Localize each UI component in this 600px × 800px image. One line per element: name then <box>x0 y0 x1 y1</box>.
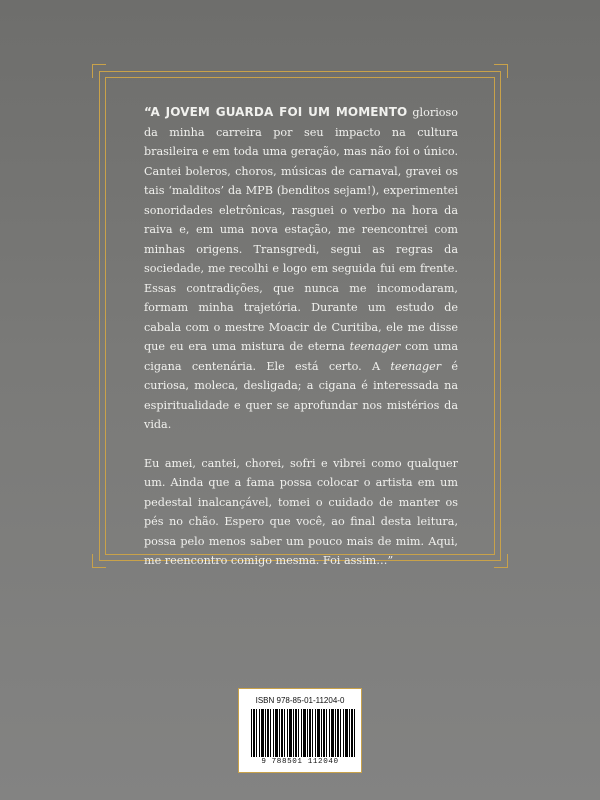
quote-text-part-c: é curiosa, moleca, desligada; a cigana é interessada na espiritualidade e quer se aprofundar nos mistérios da vida. <box>144 359 458 431</box>
back-cover-quote <box>144 103 458 571</box>
quote-lead-caps: “A JOVEM GUARDA FOI UM MOMENTO <box>144 105 408 119</box>
quote-paragraph-2: Eu amei, cantei, chorei, sofri e vibrei como qualquer um. Ainda que a fama possa colocar o artista em um pedestal inalcançável, tomei o cuidado de manter os pés no chão. Espero que você, ao final desta leitura, possa pelo menos saber um pouco mais de mim. Aqui, me reencontro comigo mesma. Foi assim…” <box>144 456 458 567</box>
quote-text-part-a: glorioso da minha carreira por seu impacto na cultura brasileira e em toda uma geração, mas não foi o único. Cantei boleros, choros, músicas de carnaval, gravei os tais ‘malditos’ da MPB (benditos sejam!), experimentei sonoridades eletrônicas, rasguei o verbo na hora da raiva e, em uma nova estação, me reencontrei com minhas origens. Transgredi, segui as regras da sociedade, me recolhi e logo em seguida fui em frente. Essas contradições, que nunca me incomodaram, formam minha trajetória. Durante um estudo de cabala com o mestre Moacir de Curitiba, ele me disse que eu era uma mistura de eterna <box>144 106 458 353</box>
quote-text-part-b: com uma cigana centenária. Ele está certo. A <box>144 340 458 373</box>
frame-corner-bottom-left <box>92 554 106 568</box>
quote-paragraph-1 <box>144 103 458 435</box>
quote-italic-teenager-2: teenager <box>390 359 442 373</box>
frame-corner-top-left <box>92 64 106 78</box>
isbn-barcode <box>238 688 362 773</box>
frame-corner-top-right <box>494 64 508 78</box>
isbn-label: ISBN 978-85-01-11204-0 <box>255 696 345 705</box>
frame-corner-bottom-right <box>494 554 508 568</box>
quote-italic-teenager-1: teenager <box>349 340 401 353</box>
barcode-bars <box>251 709 355 757</box>
barcode-digits: 9 788501 112040 <box>261 758 339 766</box>
